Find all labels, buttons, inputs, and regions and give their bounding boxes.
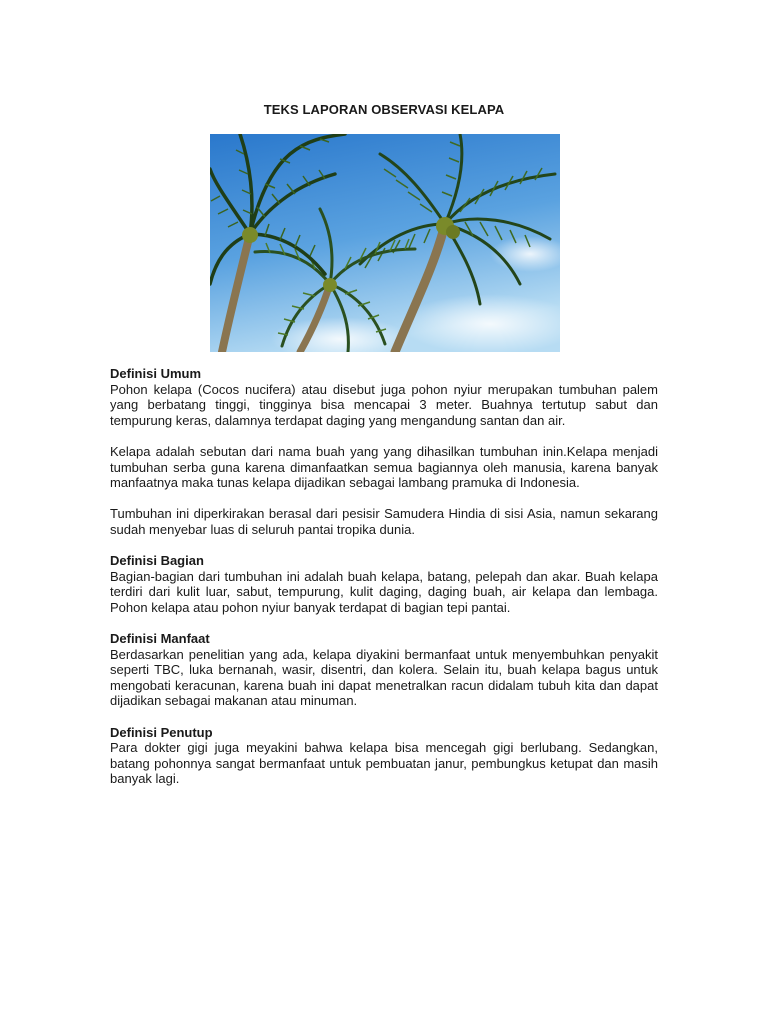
section-definisi-umum [110, 366, 658, 538]
paragraph: Tumbuhan ini diperkirakan berasal dari pesisir Samudera Hindia di sisi Asia, namun sekarang sudah menyebar luas di seluruh pantai tropika dunia. [110, 506, 658, 537]
document-title: TEKS LAPORAN OBSERVASI KELAPA [263, 102, 505, 117]
section-heading: Definisi Manfaat [110, 631, 210, 647]
paragraph: Kelapa adalah sebutan dari nama buah yang yang dihasilkan tumbuhan inin.Kelapa menjadi tumbuhan serba guna karena dimanfaatkan semua bagiannya oleh manusia, karena banyak manfaatnya maka tunas kelapa dijadikan sebagai lambang pramuka di Indonesia. [110, 443, 658, 491]
section-heading: Definisi Bagian [110, 553, 204, 569]
document-body [110, 366, 658, 803]
section-definisi-penutup [110, 725, 658, 787]
section-definisi-manfaat [110, 631, 658, 709]
paragraph: Bagian-bagian dari tumbuhan ini adalah buah kelapa, batang, pelepah dan akar. Buah kelapa terdiri dari kulit luar, sabut, tempurung, kulit daging, daging buah, air kelapa dan lembaga. Pohon kelapa atau pohon nyiur banyak terdapat di bagian tepi pantai. [110, 568, 658, 615]
paragraph: Pohon kelapa (Cocos nucifera) atau disebut juga pohon nyiur merupakan tumbuhan palem yang berbatang tinggi, tingginya bisa mencapai 3 meter. Buahnya tertutup sabut dan tempurung keras, dalamnya terdapat daging yang mengandung santan dan air. [110, 381, 658, 428]
section-heading: Definisi Penutup [110, 724, 213, 740]
section-heading: Definisi Umum [110, 366, 202, 381]
paragraph: Para dokter gigi juga meyakini bahwa kelapa bisa mencegah gigi berlubang. Sedangkan, batang pohonnya sangat bermanfaat untuk pembuatan janur, pembungkus ketupat dan masih banyak lagi. [110, 740, 658, 787]
section-definisi-bagian [110, 553, 658, 615]
paragraph: Berdasarkan penelitian yang ada, kelapa diyakini bermanfaat untuk menyembuhkan penyakit seperti TBC, luka bernanah, wasir, disentri, dan kolera. Selain itu, buah kelapa bagus untuk mengobati keracunan, karena buah ini dapat menetralkan racun didalam tubuh kita dan dapat dijadikan sebagai makanan atau minuman. [110, 646, 658, 709]
coconut-palm-photo [210, 134, 560, 352]
